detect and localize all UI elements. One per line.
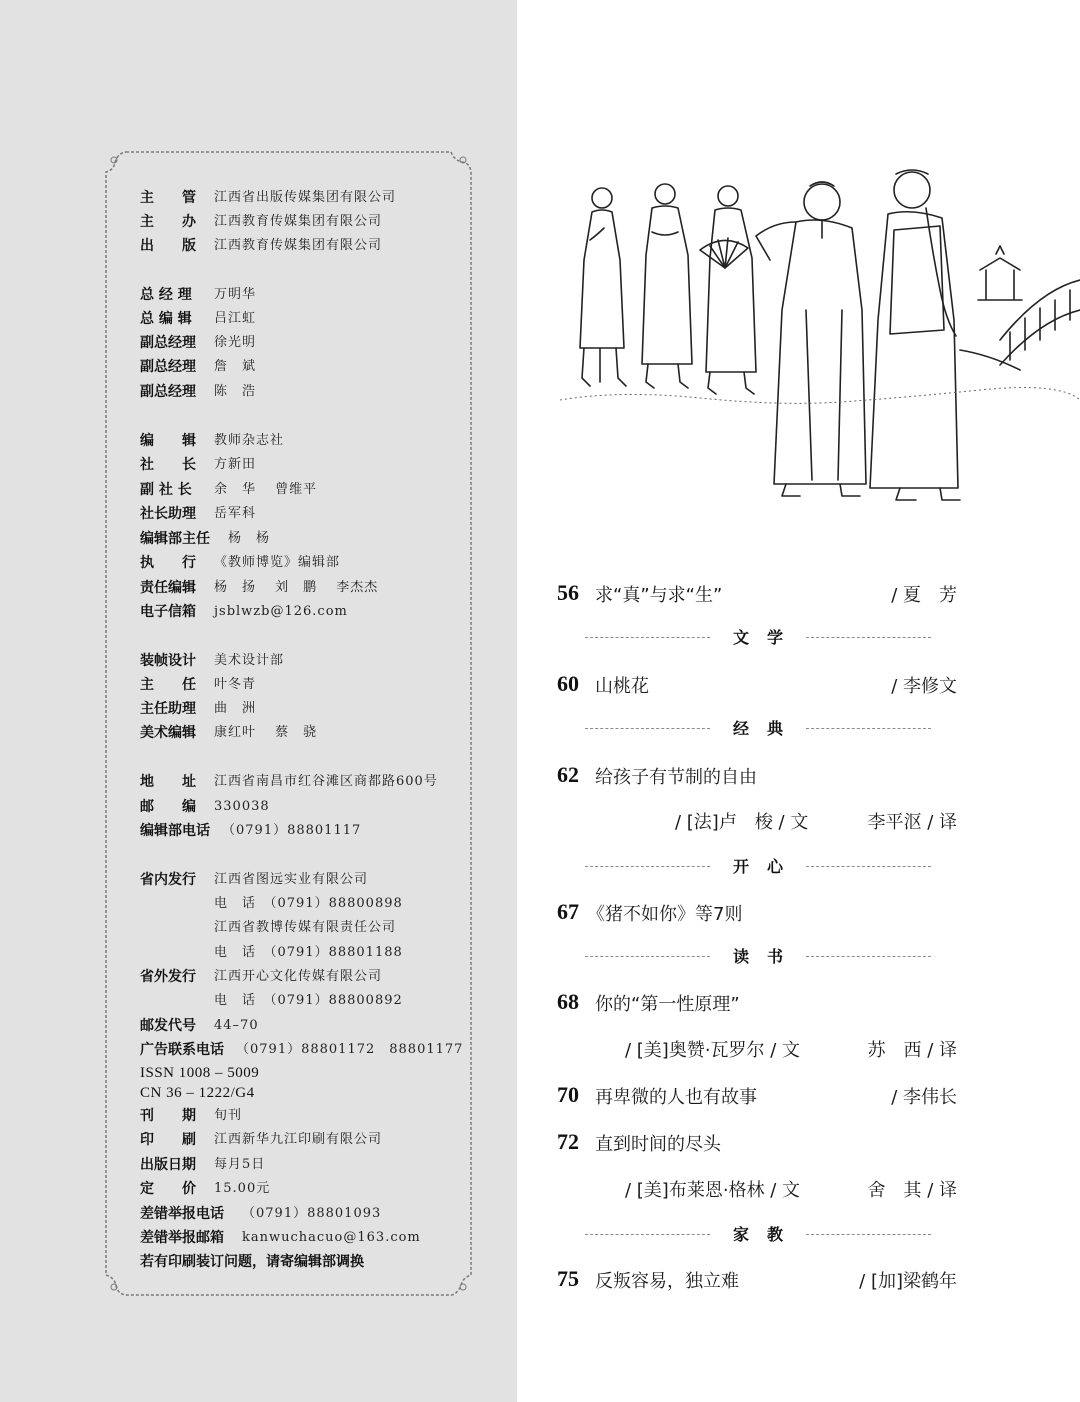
divider [806,1234,931,1235]
divider [585,866,710,867]
credit-line [557,808,957,838]
masthead-label: 责任编辑 [140,580,196,596]
credit-author: / [法]卢 梭 / 文 [675,812,809,833]
masthead-value: 江西教育传媒集团有限公司 [214,238,383,253]
masthead-value: 叶冬青 [214,677,257,692]
section-label: 家教 [732,1225,801,1244]
masthead-value: 江西省南昌市红谷滩区商都路600号 [214,774,438,789]
masthead-label: 副总经理 [140,335,196,351]
section-label: 读书 [732,947,801,966]
illustration-scholars [560,150,1080,530]
toc-page-number: 70 [557,1082,579,1107]
toc-page-number: 60 [557,671,579,696]
toc-page-number: 67 [557,899,579,924]
toc-entry[interactable] [557,989,957,1019]
masthead-value: 江西教育传媒集团有限公司 [214,214,383,229]
masthead-value: 江西省教博传媒有限责任公司 [214,920,397,935]
masthead-value: 江西省出版传媒集团有限公司 [214,190,397,205]
masthead-label: 编辑部电话 [140,823,210,839]
masthead-value: 电 话 （0791）88801188 [214,945,403,960]
masthead-row [140,478,318,502]
masthead-row [140,429,285,453]
masthead-value: 江西开心文化传媒有限公司 [214,969,383,984]
toc-author: / [加]梁鹤年 [859,1271,957,1292]
toc-entry[interactable] [557,762,957,792]
masthead-value: 杨 扬 刘 鹏 李杰杰 [214,580,379,595]
printing-notice: 若有印刷装订问题，请寄编辑部调换 [140,1254,364,1270]
divider [806,866,931,867]
divider [585,956,710,957]
masthead-value: 江西省图远实业有限公司 [214,872,369,887]
masthead-row [140,1038,464,1062]
masthead-label: 主 办 [140,214,196,230]
masthead-value: 330038 [214,799,270,814]
issn-text: ISSN 1008 – 5009 [140,1065,260,1081]
toc-author: / 李伟长 [891,1087,957,1108]
masthead-row [140,1104,243,1128]
masthead-label: 差错举报邮箱 [140,1230,224,1246]
masthead-label: 副总经理 [140,384,196,400]
credit-author: / [美]布莱恩·格林 / 文 [625,1180,801,1201]
masthead-label: 美术编辑 [140,725,196,741]
masthead-row [140,1226,421,1250]
masthead-value: 杨 杨 [228,531,271,546]
masthead-label: 出 版 [140,238,196,254]
masthead-label: 总 编 辑 [140,311,192,327]
masthead-row [140,1128,383,1152]
toc-title: 求“真”与求“生” [595,585,723,606]
masthead-value: 康红叶 蔡 骁 [214,725,318,740]
toc-title: 给孩子有节制的自由 [595,767,757,788]
toc-title: 你的“第一性原理” [595,994,740,1015]
section-label: 经典 [732,719,801,738]
masthead-label: 主 任 [140,677,196,693]
masthead-label: 副总经理 [140,359,196,375]
masthead-label: 邮发代号 [140,1018,196,1034]
toc-author: / 李修文 [891,676,957,697]
masthead-row [140,697,257,721]
cn-line [140,1083,255,1103]
credit-line [557,1176,957,1206]
credit-line [557,1036,957,1066]
toc-entry[interactable] [557,899,957,929]
masthead-row [140,527,271,551]
toc-author: / 夏 芳 [891,585,957,606]
masthead-label: 执 行 [140,555,196,571]
masthead-row [140,770,438,794]
masthead-value: 岳军科 [214,506,257,521]
divider [585,637,710,638]
masthead-label: 印 刷 [140,1132,196,1148]
masthead-value: 江西新华九江印刷有限公司 [214,1132,383,1147]
credit-translator: 舍 其 / 译 [867,1180,957,1201]
masthead-value: 旬刊 [214,1108,243,1123]
masthead-row [140,868,369,892]
masthead-label: 刊 期 [140,1108,196,1124]
masthead-value: 吕江虹 [214,311,257,326]
masthead-row [140,355,257,379]
masthead-value: 教师杂志社 [214,433,285,448]
masthead-value: 詹 斌 [214,359,257,374]
masthead-row [140,1202,382,1226]
masthead-label: 广告联系电话 [140,1042,224,1058]
notice-line [140,1250,364,1274]
masthead-panel [0,0,517,1402]
toc-page-number: 75 [557,1266,579,1291]
toc-title: 再卑微的人也有故事 [595,1087,757,1108]
masthead-row [140,673,257,697]
masthead-label: 出版日期 [140,1157,196,1173]
masthead-row [140,795,270,819]
toc-entry[interactable] [557,580,957,610]
masthead-value: 44–70 [214,1018,259,1033]
masthead-value: （0791）88801172 88801177 [236,1042,464,1057]
section-heading [585,944,931,968]
toc-entry[interactable] [557,1129,957,1159]
divider [806,956,931,957]
masthead-value: 电 话 （0791）88800898 [214,896,403,911]
masthead-value: 徐光明 [214,335,257,350]
issn-line [140,1063,259,1083]
toc-title: 反叛容易，独立难 [595,1271,739,1292]
masthead-row [140,186,397,210]
toc-page-number: 56 [557,580,579,605]
masthead-row [140,234,383,258]
masthead-value: 陈 浩 [214,384,257,399]
masthead-label: 定 价 [140,1181,196,1197]
cn-text: CN 36 – 1222/G4 [140,1085,255,1101]
masthead-row [140,819,362,843]
masthead-row [140,965,383,989]
masthead-row [140,210,383,234]
masthead-row [140,331,257,355]
masthead-value: 15.00元 [214,1181,271,1196]
toc-page-number: 68 [557,989,579,1014]
masthead-row [140,600,348,624]
masthead-label: 主 管 [140,190,196,206]
masthead-row [140,502,257,526]
masthead-label: 社 长 [140,457,196,473]
masthead-value: 方新田 [214,457,257,472]
divider [806,637,931,638]
toc-title: 《猪不如你》等7则 [587,904,743,925]
divider [806,728,931,729]
masthead-value: 余 华 曾维平 [214,482,318,497]
section-heading [585,854,931,878]
line-drawing-image [560,150,1080,530]
masthead-row [140,649,285,673]
masthead-label: 编 辑 [140,433,196,449]
masthead-label: 省内发行 [140,872,196,888]
masthead-label: 省外发行 [140,969,196,985]
masthead-value: 电 话 （0791）88800892 [214,993,403,1008]
masthead-row [140,283,257,307]
masthead-row [140,721,318,745]
masthead-label: 主任助理 [140,701,196,717]
masthead-label: 差错举报电话 [140,1206,224,1222]
toc-page-number: 72 [557,1129,579,1154]
credit-translator: 李平沤 / 译 [867,812,957,833]
section-label: 开心 [732,857,801,876]
masthead-label: 社长助理 [140,506,196,522]
masthead-label: 电子信箱 [140,604,196,620]
toc-page-number: 62 [557,762,579,787]
masthead-label: 地 址 [140,774,196,790]
masthead-value: （0791）88801093 [242,1206,382,1221]
toc-entry[interactable] [557,671,957,701]
masthead-label: 邮 编 [140,799,196,815]
toc-title: 直到时间的尽头 [595,1134,721,1155]
masthead-value: kanwuchacuo@163.com [242,1230,421,1245]
masthead-value: 美术设计部 [214,653,285,668]
masthead-row [140,576,379,600]
section-label: 文学 [732,628,801,647]
section-heading [585,625,931,649]
masthead-row [140,453,257,477]
masthead-value: 每月5日 [214,1157,266,1172]
masthead-row [140,1177,271,1201]
masthead-row [140,1153,266,1177]
masthead-row [140,551,341,575]
divider [585,728,710,729]
credit-author: / [美]奥赞·瓦罗尔 / 文 [625,1040,801,1061]
divider [585,1234,710,1235]
masthead-value: （0791）88801117 [222,823,362,838]
section-heading [585,716,931,740]
masthead-label: 装帧设计 [140,653,196,669]
masthead-value: jsblwzb@126.com [214,604,348,619]
masthead-row [140,1014,259,1038]
credit-translator: 苏 西 / 译 [867,1040,957,1061]
masthead-row [140,380,257,404]
toc-entry[interactable] [557,1082,957,1112]
toc-title: 山桃花 [595,676,649,697]
masthead-value: 万明华 [214,287,257,302]
masthead-label: 副 社 长 [140,482,192,498]
masthead-label: 总 经 理 [140,287,192,303]
section-heading [585,1222,931,1246]
toc-entry[interactable] [557,1266,957,1296]
masthead-label: 编辑部主任 [140,531,210,547]
masthead-row [140,307,257,331]
masthead-value: 曲 洲 [214,701,257,716]
masthead-value: 《教师博览》编辑部 [214,555,341,570]
